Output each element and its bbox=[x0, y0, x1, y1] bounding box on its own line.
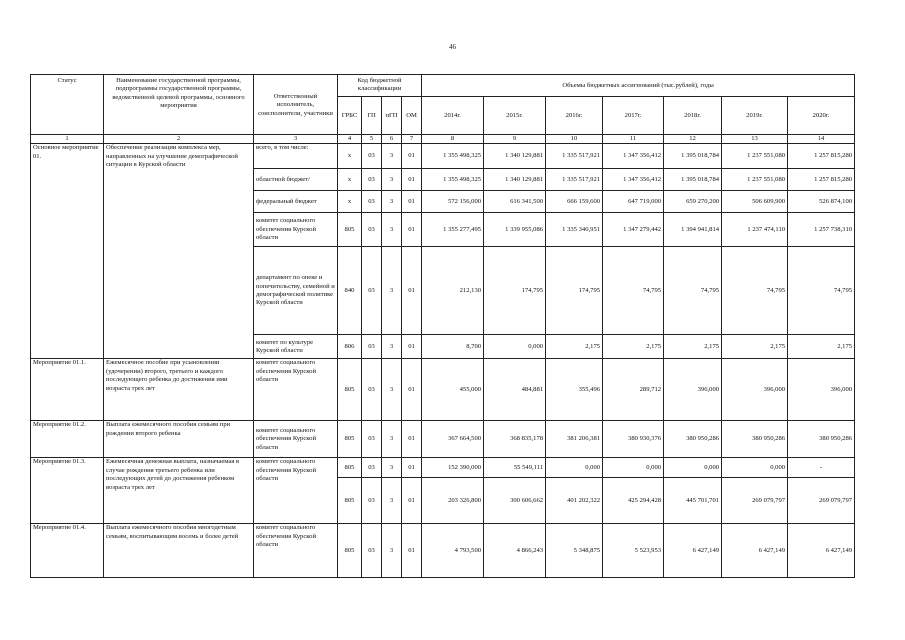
pgp-cell: 3 bbox=[382, 213, 402, 247]
value-cell: 4 866,243 bbox=[484, 524, 546, 578]
table-body bbox=[31, 135, 855, 578]
value-cell: 355,496 bbox=[546, 359, 603, 421]
value-cell: 1 355 498,325 bbox=[422, 144, 484, 169]
gp-cell: 03 bbox=[362, 247, 382, 335]
om-cell: 01 bbox=[402, 169, 422, 191]
value-cell: 6 427,149 bbox=[664, 524, 722, 578]
value-cell: 380 930,376 bbox=[603, 421, 664, 458]
index-cell: 11 bbox=[603, 135, 664, 144]
value-cell: 8,700 bbox=[422, 335, 484, 359]
value-cell: 5 523,953 bbox=[603, 524, 664, 578]
index-cell: 13 bbox=[722, 135, 788, 144]
value-cell: 455,000 bbox=[422, 359, 484, 421]
value-cell: 1 355 277,495 bbox=[422, 213, 484, 247]
budget-code-header: Код бюджетной классификации bbox=[338, 75, 422, 97]
value-cell: 0,000 bbox=[603, 458, 664, 478]
pgp-cell: 3 bbox=[382, 191, 402, 213]
index-cell: 12 bbox=[664, 135, 722, 144]
responsible-cell: всего, в том числе: bbox=[254, 144, 338, 169]
table-row bbox=[31, 524, 855, 578]
value-cell: 0,000 bbox=[546, 458, 603, 478]
pgp-cell: 3 bbox=[382, 169, 402, 191]
status-cell: Основное мероприятие 01. bbox=[31, 144, 104, 359]
responsible-cell: комитет социального обеспечения Курской области bbox=[254, 524, 338, 578]
value-cell: - bbox=[788, 458, 855, 478]
index-cell: 2 bbox=[104, 135, 254, 144]
pgp-cell: 3 bbox=[382, 421, 402, 458]
year-header: 2016г. bbox=[546, 97, 603, 135]
value-cell: 174,795 bbox=[546, 247, 603, 335]
status-cell: Мероприятие 01.3. bbox=[31, 458, 104, 524]
status-cell: Мероприятие 01.2. bbox=[31, 421, 104, 458]
om-cell: 01 bbox=[402, 335, 422, 359]
year-header: 2018г. bbox=[664, 97, 722, 135]
value-cell: 174,795 bbox=[484, 247, 546, 335]
value-cell: 0,000 bbox=[664, 458, 722, 478]
value-cell: 1 257 738,310 bbox=[788, 213, 855, 247]
value-cell: 2,175 bbox=[603, 335, 664, 359]
value-cell: 1 257 815,280 bbox=[788, 144, 855, 169]
value-cell: 55 549,111 bbox=[484, 458, 546, 478]
grbs-header: ГРБС bbox=[338, 97, 362, 135]
value-cell: 6 427,149 bbox=[722, 524, 788, 578]
value-cell: 0,000 bbox=[722, 458, 788, 478]
index-cell: 4 bbox=[338, 135, 362, 144]
value-cell: 2,175 bbox=[722, 335, 788, 359]
om-cell: 01 bbox=[402, 144, 422, 169]
value-cell: 1 340 129,881 bbox=[484, 144, 546, 169]
responsible-cell: комитет социального обеспечения Курской области bbox=[254, 359, 338, 421]
name-header: Наименование государственной программы, подпрограммы государственной программы, ведомственной целевой программы, основного мероприятия bbox=[104, 75, 254, 135]
value-cell: 4 793,500 bbox=[422, 524, 484, 578]
table-row bbox=[31, 458, 855, 478]
year-header: 2020г. bbox=[788, 97, 855, 135]
value-cell: 74,795 bbox=[603, 247, 664, 335]
responsible-cell: федеральный бюджет bbox=[254, 191, 338, 213]
budget-table bbox=[30, 74, 855, 578]
gp-cell: 03 bbox=[362, 478, 382, 524]
om-cell: 01 bbox=[402, 247, 422, 335]
value-cell: 367 664,500 bbox=[422, 421, 484, 458]
om-cell: 01 bbox=[402, 421, 422, 458]
responsible-cell: департамент по опеке и попечительству, семейной и демографической политике Курской области bbox=[254, 247, 338, 335]
index-cell: 5 bbox=[362, 135, 382, 144]
value-cell: 2,175 bbox=[788, 335, 855, 359]
pgp-cell: 3 bbox=[382, 524, 402, 578]
value-cell: 401 202,322 bbox=[546, 478, 603, 524]
pgp-cell: 3 bbox=[382, 478, 402, 524]
gp-header: ГП bbox=[362, 97, 382, 135]
value-cell: 572 156,000 bbox=[422, 191, 484, 213]
value-cell: 381 206,381 bbox=[546, 421, 603, 458]
value-cell: 152 390,000 bbox=[422, 458, 484, 478]
grbs-cell: 805 bbox=[338, 213, 362, 247]
om-cell: 01 bbox=[402, 478, 422, 524]
value-cell: 74,795 bbox=[722, 247, 788, 335]
status-cell: Мероприятие 01.4. bbox=[31, 524, 104, 578]
value-cell: 659 270,200 bbox=[664, 191, 722, 213]
responsible-cell: комитет социального обеспечения Курской области bbox=[254, 421, 338, 458]
volumes-header: Объемы бюджетных ассигнований (тыс.рублей), годы bbox=[422, 75, 855, 97]
value-cell: 647 719,000 bbox=[603, 191, 664, 213]
grbs-cell: x bbox=[338, 169, 362, 191]
gp-cell: 03 bbox=[362, 213, 382, 247]
name-cell: Выплата ежемесячного пособия семьям при рождении второго ребенка bbox=[104, 421, 254, 458]
status-header: Статус bbox=[31, 75, 104, 135]
value-cell: 1 355 498,325 bbox=[422, 169, 484, 191]
value-cell: 380 950,286 bbox=[722, 421, 788, 458]
page-number: 46 bbox=[449, 43, 456, 51]
value-cell: 396,000 bbox=[664, 359, 722, 421]
value-cell: 380 950,286 bbox=[788, 421, 855, 458]
year-header: 2015г. bbox=[484, 97, 546, 135]
gp-cell: 03 bbox=[362, 421, 382, 458]
status-cell: Мероприятие 01.1. bbox=[31, 359, 104, 421]
year-header: 2014г. bbox=[422, 97, 484, 135]
index-cell: 1 bbox=[31, 135, 104, 144]
value-cell: 380 950,286 bbox=[664, 421, 722, 458]
table-row bbox=[31, 421, 855, 458]
value-cell: 1 347 279,442 bbox=[603, 213, 664, 247]
value-cell: 1 335 340,951 bbox=[546, 213, 603, 247]
responsible-cell: комитет по культуре Курской области bbox=[254, 335, 338, 359]
responsible-cell: областной бюджет/ bbox=[254, 169, 338, 191]
value-cell: 269 079,797 bbox=[788, 478, 855, 524]
gp-cell: 03 bbox=[362, 335, 382, 359]
value-cell: 289,712 bbox=[603, 359, 664, 421]
value-cell: 1 340 129,881 bbox=[484, 169, 546, 191]
grbs-cell: 805 bbox=[338, 524, 362, 578]
grbs-cell: 806 bbox=[338, 335, 362, 359]
value-cell: 5 348,875 bbox=[546, 524, 603, 578]
name-cell: Выплата ежемесячного пособия многодетным семьям, воспитывающим восемь и более детей bbox=[104, 524, 254, 578]
value-cell: 6 427,149 bbox=[788, 524, 855, 578]
value-cell: 396,000 bbox=[722, 359, 788, 421]
value-cell: 2,175 bbox=[546, 335, 603, 359]
grbs-cell: x bbox=[338, 144, 362, 169]
index-cell: 6 bbox=[382, 135, 402, 144]
gp-cell: 03 bbox=[362, 169, 382, 191]
pgp-cell: 3 bbox=[382, 458, 402, 478]
value-cell: 616 341,500 bbox=[484, 191, 546, 213]
index-cell: 14 bbox=[788, 135, 855, 144]
index-cell: 7 bbox=[402, 135, 422, 144]
gp-cell: 03 bbox=[362, 524, 382, 578]
value-cell: 1 394 941,814 bbox=[664, 213, 722, 247]
index-cell: 10 bbox=[546, 135, 603, 144]
responsible-header: Ответственный исполнитель, соисполнители, участники bbox=[254, 75, 338, 135]
year-header: 2019г. bbox=[722, 97, 788, 135]
om-cell: 01 bbox=[402, 191, 422, 213]
value-cell: 368 835,178 bbox=[484, 421, 546, 458]
om-cell: 01 bbox=[402, 524, 422, 578]
table-row bbox=[31, 144, 855, 169]
value-cell: 484,881 bbox=[484, 359, 546, 421]
value-cell: 74,795 bbox=[788, 247, 855, 335]
value-cell: 269 079,797 bbox=[722, 478, 788, 524]
index-row bbox=[31, 135, 855, 144]
value-cell: 425 294,428 bbox=[603, 478, 664, 524]
value-cell: 1 335 517,921 bbox=[546, 144, 603, 169]
pgp-cell: 3 bbox=[382, 359, 402, 421]
pgp-cell: 3 bbox=[382, 247, 402, 335]
value-cell: 506 609,900 bbox=[722, 191, 788, 213]
value-cell: 396,000 bbox=[788, 359, 855, 421]
value-cell: 1 395 018,784 bbox=[664, 144, 722, 169]
value-cell: 74,795 bbox=[664, 247, 722, 335]
value-cell: 1 347 356,412 bbox=[603, 144, 664, 169]
index-cell: 9 bbox=[484, 135, 546, 144]
om-cell: 01 bbox=[402, 213, 422, 247]
value-cell: 212,130 bbox=[422, 247, 484, 335]
responsible-cell: комитет социального обеспечения Курской области bbox=[254, 458, 338, 524]
value-cell: 300 606,662 bbox=[484, 478, 546, 524]
value-cell: 2,175 bbox=[664, 335, 722, 359]
value-cell: 526 874,100 bbox=[788, 191, 855, 213]
value-cell: 1 237 551,080 bbox=[722, 144, 788, 169]
value-cell: 1 237 474,110 bbox=[722, 213, 788, 247]
gp-cell: 03 bbox=[362, 191, 382, 213]
gp-cell: 03 bbox=[362, 144, 382, 169]
gp-cell: 03 bbox=[362, 458, 382, 478]
value-cell: 666 159,600 bbox=[546, 191, 603, 213]
value-cell: 1 347 356,412 bbox=[603, 169, 664, 191]
value-cell: 445 701,701 bbox=[664, 478, 722, 524]
index-cell: 3 bbox=[254, 135, 338, 144]
grbs-cell: x bbox=[338, 191, 362, 213]
name-cell: Обеспечение реализации комплекса мер, направленных на улучшение демографической ситуации в Курской области bbox=[104, 144, 254, 359]
value-cell: 1 257 815,280 bbox=[788, 169, 855, 191]
gp-cell: 03 bbox=[362, 359, 382, 421]
value-cell: 1 237 551,080 bbox=[722, 169, 788, 191]
year-header: 2017г. bbox=[603, 97, 664, 135]
index-cell: 8 bbox=[422, 135, 484, 144]
om-cell: 01 bbox=[402, 359, 422, 421]
grbs-cell: 840 bbox=[338, 247, 362, 335]
name-cell: Ежемесячная денежная выплата, назначаемая в случае рождения третьего ребенка или последующих детей до достижения ребенком возраста трех лет bbox=[104, 458, 254, 524]
pgp-cell: 3 bbox=[382, 144, 402, 169]
om-header: ОМ bbox=[402, 97, 422, 135]
name-cell: Ежемесячное пособие при усыновлении (удочерении) второго, третьего и каждого последующего ребенка до достижения ими возраста трех лет bbox=[104, 359, 254, 421]
table-row bbox=[31, 359, 855, 421]
om-cell: 01 bbox=[402, 458, 422, 478]
value-cell: 203 326,800 bbox=[422, 478, 484, 524]
value-cell: 0,000 bbox=[484, 335, 546, 359]
grbs-cell: 805 bbox=[338, 359, 362, 421]
value-cell: 1 339 955,086 bbox=[484, 213, 546, 247]
grbs-cell: 805 bbox=[338, 421, 362, 458]
value-cell: 1 395 018,784 bbox=[664, 169, 722, 191]
pgp-header: пГП bbox=[382, 97, 402, 135]
value-cell: 1 335 517,921 bbox=[546, 169, 603, 191]
pgp-cell: 3 bbox=[382, 335, 402, 359]
grbs-cell: 805 bbox=[338, 458, 362, 478]
responsible-cell: комитет социального обеспечения Курской области bbox=[254, 213, 338, 247]
grbs-cell: 805 bbox=[338, 478, 362, 524]
